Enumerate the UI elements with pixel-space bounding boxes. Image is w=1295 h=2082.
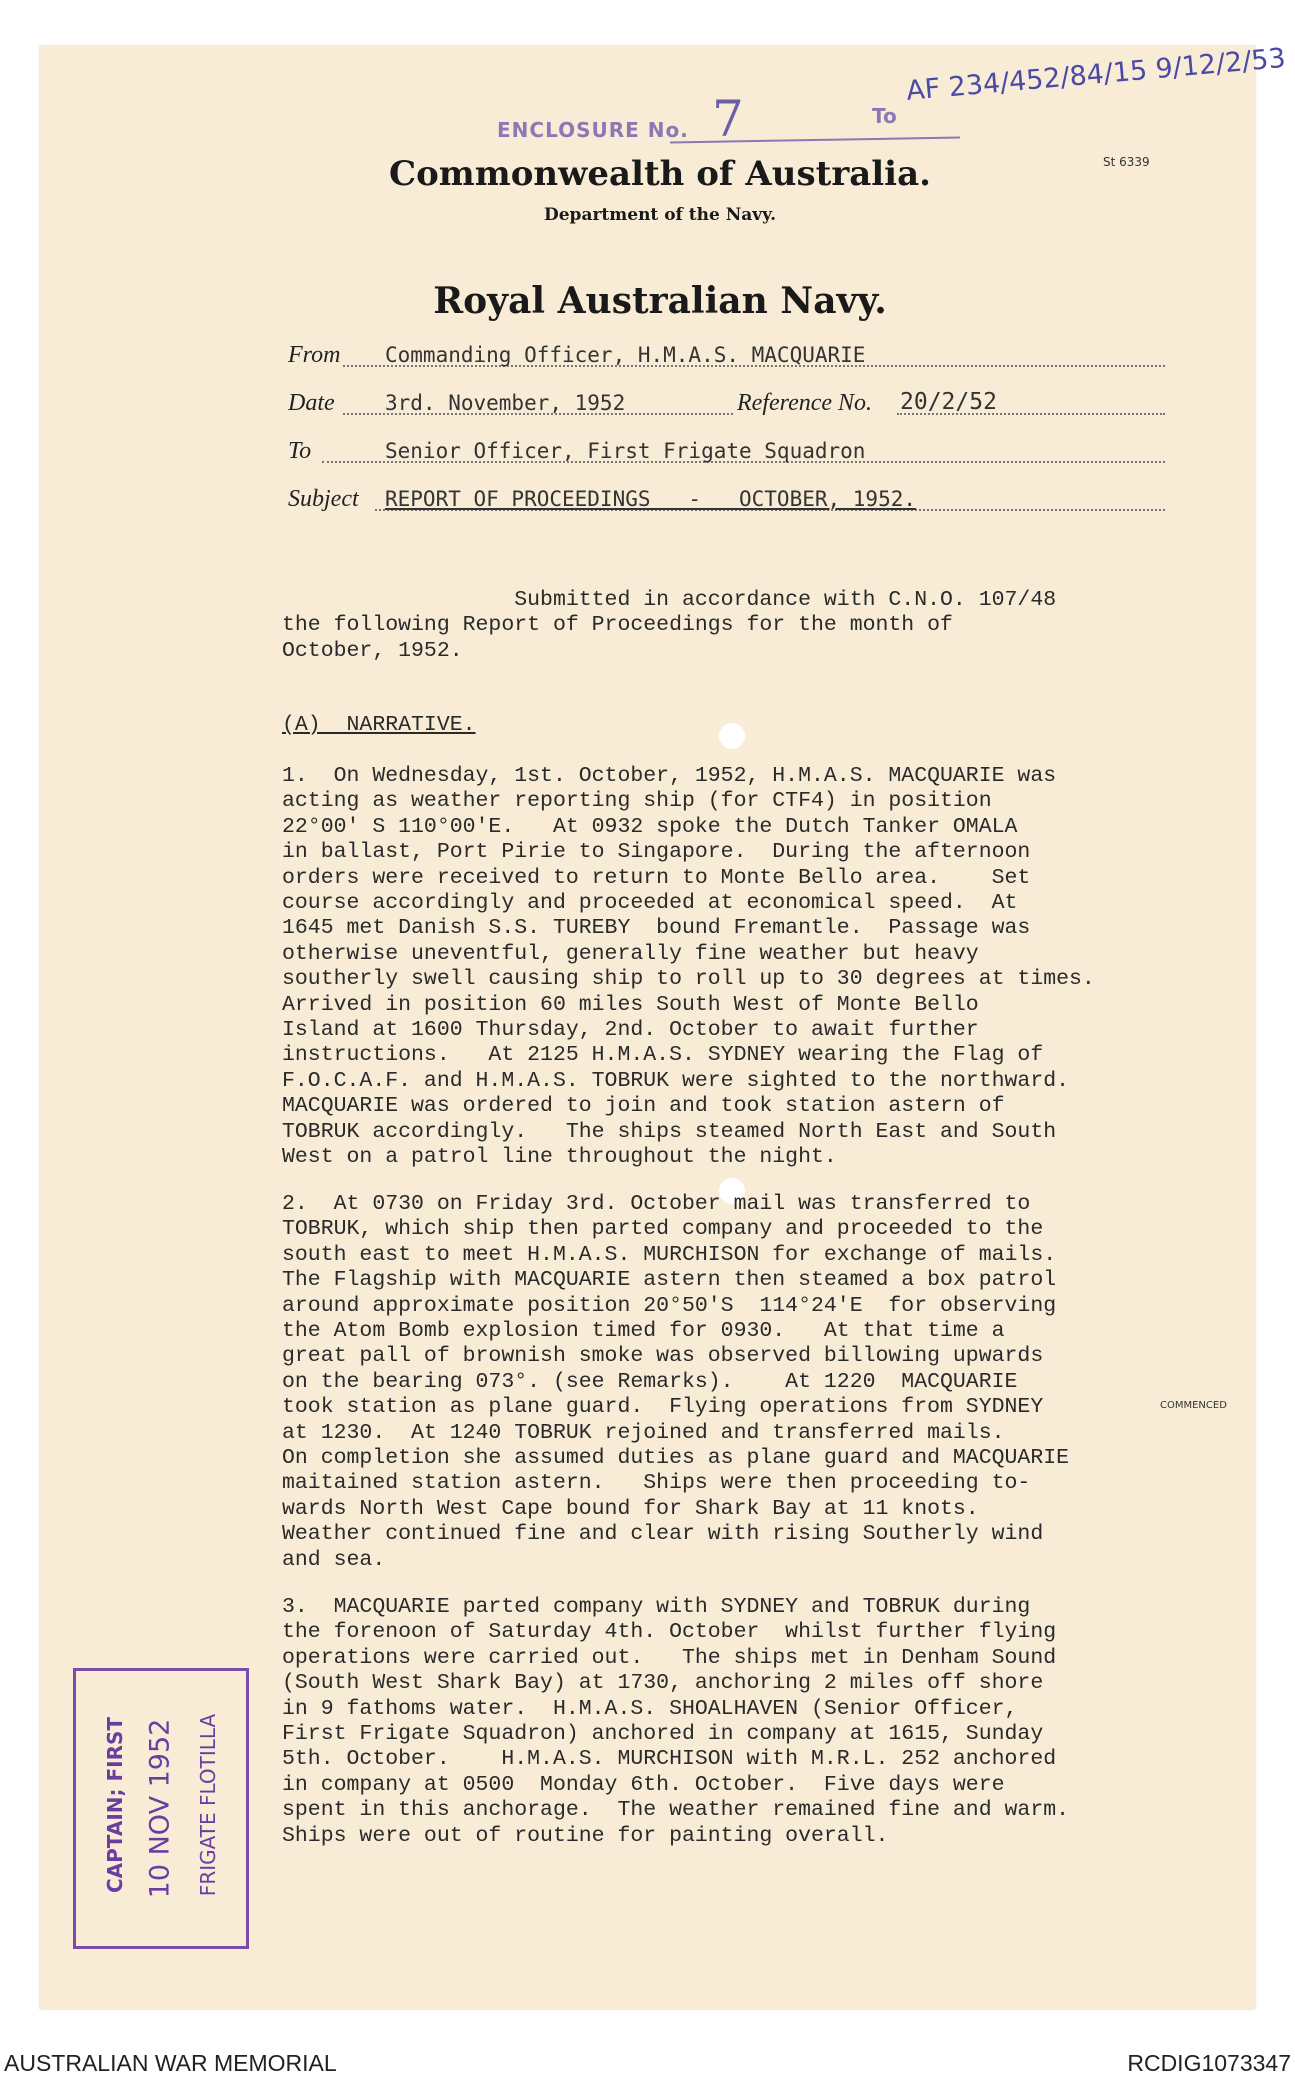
reference-value: 20/2/52 — [900, 389, 997, 415]
reference-label: Reference No. — [737, 390, 873, 416]
enclosure-number: 7 — [712, 90, 744, 148]
to-value: Senior Officer, First Frigate Squadron — [385, 439, 866, 463]
to-label: To — [288, 438, 312, 464]
handwritten-reference: AF 234/452/84/15 9/12/2/53 — [905, 42, 1287, 107]
paragraph-2: 2. At 0730 on Friday 3rd. October mail was transferred to TOBRUK, which ship then parted company and proceeded to the south east to meet H.M.A.S. MURCHISON for exchange of mails. The Flagship with MACQUARIE astern then steamed a box patrol around approximate position 20°50'S 114°24'E for observing the Atom Bomb explosion timed for 0930. At that time a great pall of brownish smoke was observed billowing upwards on the bearing 073°. (see Remarks). At 1220 MACQUARIE took station as plane guard. Flying operations from SYDNEY at 1230. At 1240 TOBRUK rejoined and transferred mails. On completion she assumed duties as plane guard and MACQUARIE maitained station astern. Ships were then proceeding to- wards North West Cape bound for Shark Bay at 11 knots. Weather continued fine and clear with rising Southerly wind and sea. — [282, 1192, 1070, 1572]
footer-institution: AUSTRALIAN WAR MEMORIAL — [4, 2050, 337, 2076]
subject-value: REPORT OF PROCEEDINGS - OCTOBER, 1952. — [385, 487, 917, 511]
enclosure-stamp: ENCLOSURE No. — [497, 118, 689, 142]
letterhead-commonwealth: Commonwealth of Australia. — [389, 154, 931, 194]
subject-label: Subject — [288, 486, 359, 512]
handwritten-insert: COMMENCED — [1160, 1400, 1227, 1411]
to-stamp: To — [872, 104, 897, 128]
letterhead-navy: Royal Australian Navy. — [433, 280, 887, 322]
from-value: Commanding Officer, H.M.A.S. MACQUARIE — [385, 343, 866, 367]
date-stamp-flotilla: FRIGATE FLOTILLA — [196, 1713, 220, 1897]
intro-paragraph: Submitted in accordance with C.N.O. 107/48 the following Report of Proceedings for the month of October, 1952. — [282, 588, 1057, 663]
letterhead-department: Department of the Navy. — [544, 205, 776, 225]
date-value: 3rd. November, 1952 — [385, 391, 626, 415]
date-label: Date — [288, 390, 335, 416]
form-number: St 6339 — [1103, 155, 1150, 169]
section-heading: (A) NARRATIVE. — [282, 713, 476, 737]
paragraph-3: 3. MACQUARIE parted company with SYDNEY and TOBRUK during the forenoon of Saturday 4th. October whilst further flying operations were carried out. The ships met in Denham Sound (South West Shark Bay) at 1730, anchoring 2 miles off shore in 9 fathoms water. H.M.A.S. SHOALHAVEN (Senior Officer, First Frigate Squadron) anchored in company at 1615, Sunday 5th. October. H.M.A.S. MURCHISON with M.R.L. 252 anchored in company at 0500 Monday 6th. October. Five days were spent in this anchorage. The weather remained fine and warm. Ships were out of routine for painting overall. — [282, 1595, 1070, 1848]
date-stamp-date: 10 NOV 1952 — [144, 1718, 176, 1899]
footer-record-id: RCDIG1073347 — [1127, 2050, 1291, 2076]
from-label: From — [288, 342, 341, 368]
date-stamp-captain: CAPTAIN; FIRST — [103, 1716, 127, 1894]
paragraph-1: 1. On Wednesday, 1st. October, 1952, H.M.A.S. MACQUARIE was acting as weather reporting ship (for CTF4) in position 22°00' S 110°00'E. At 0932 spoke the Dutch Tanker OMALA in ballast, Port Pirie to Singapore. During the afternoon orders were received to return to Monte Bello area. Set course accordingly and proceeded at economical speed. At 1645 met Danish S.S. TUREBY bound Fremantle. Passage was otherwise uneventful, generally fine weather but heavy southerly swell causing ship to roll up to 30 degrees at times. Arrived in position 60 miles South West of Monte Bello Island at 1600 Thursday, 2nd. October to await further instructions. At 2125 H.M.A.S. SYDNEY wearing the Flag of F.O.C.A.F. and H.M.A.S. TOBRUK were sighted to the northward. MACQUARIE was ordered to join and took station astern of TOBRUK accordingly. The ships steamed North East and South West on a patrol line throughout the night. — [282, 764, 1095, 1170]
